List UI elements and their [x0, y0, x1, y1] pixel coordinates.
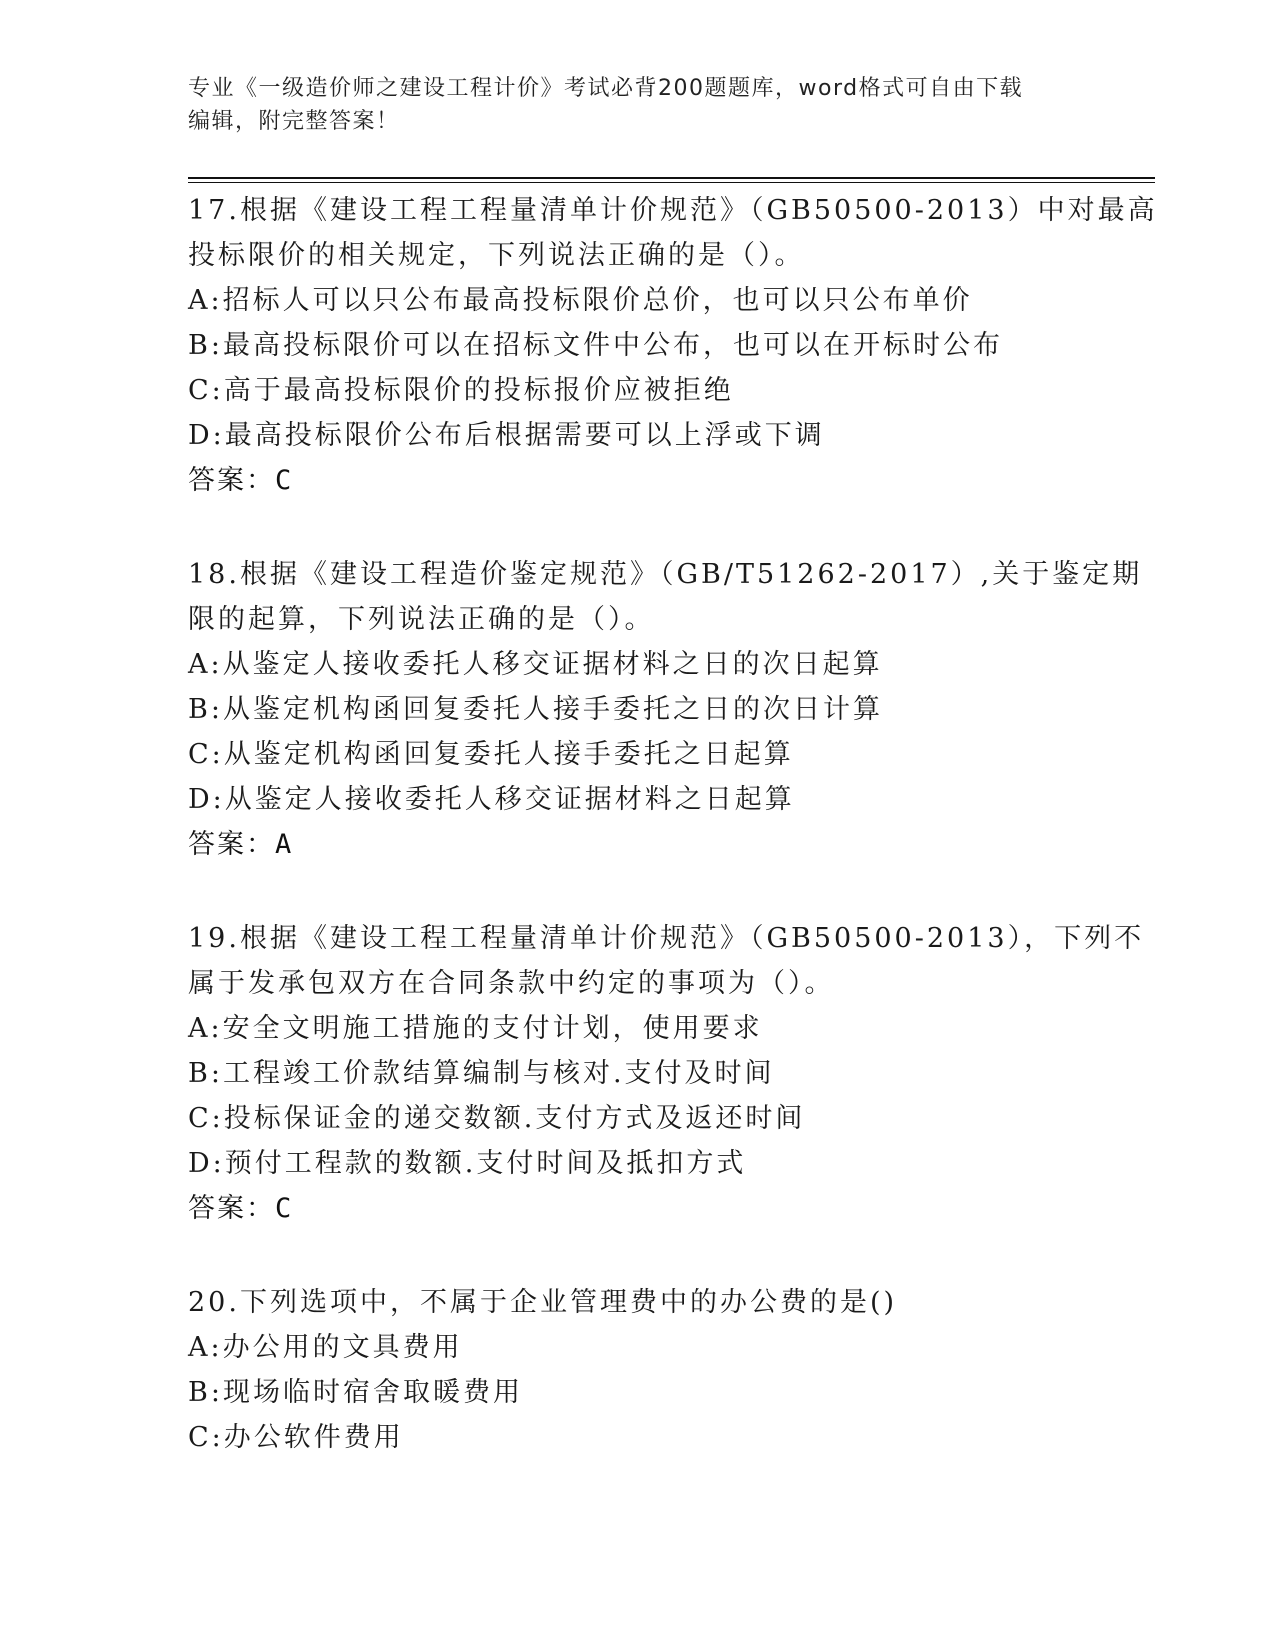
answer-label: 答案： [188, 829, 275, 860]
option-text: 最高投标限价公布后根据需要可以上浮或下调 [224, 420, 825, 451]
answer-line [188, 1186, 1088, 1231]
option-key: A: [188, 1332, 223, 1363]
answer-value: C [275, 1193, 294, 1224]
answer-label: 答案： [188, 465, 275, 496]
option-text: 办公用的文具费用 [222, 1332, 463, 1363]
option-d [188, 413, 1088, 458]
option-key: C: [188, 739, 224, 770]
option-key: B: [188, 694, 223, 725]
question-stem [188, 1280, 1088, 1325]
option-text: 投标保证金的递交数额.支付方式及返还时间 [223, 1103, 806, 1134]
option-key: A: [188, 649, 223, 680]
option-a [188, 1325, 1088, 1370]
option-key: C: [188, 1103, 224, 1134]
option-b [188, 1051, 1088, 1096]
answer-value: A [275, 829, 294, 860]
option-c [188, 368, 1088, 413]
option-key: A: [188, 1013, 223, 1044]
question-stem-line: 18.根据《建设工程造价鉴定规范》（GB/T51262-2017）,关于鉴定期 [188, 559, 1143, 590]
option-text: 预付工程款的数额.支付时间及抵扣方式 [224, 1148, 747, 1179]
header-line-2: 编辑，附完整答案！ [188, 109, 400, 134]
option-key: B: [188, 330, 223, 361]
question-stem-line: 17.根据《建设工程工程量清单计价规范》（GB50500-2013）中对最高 [188, 195, 1158, 226]
option-text: 招标人可以只公布最高投标限价总价，也可以只公布单价 [222, 285, 973, 316]
question-stem-line: 20.下列选项中，不属于企业管理费中的办公费的是() [188, 1287, 898, 1318]
question-stem [188, 552, 1143, 642]
option-key: C: [188, 375, 224, 406]
document-header [188, 72, 1088, 138]
header-divider-thick [188, 177, 1155, 179]
option-key: D: [188, 784, 225, 815]
option-text: 从鉴定机构函回复委托人接手委托之日的次日计算 [222, 694, 883, 725]
option-b [188, 687, 1088, 732]
answer-line [188, 458, 1088, 503]
answer-line [188, 822, 1088, 867]
question-19 [188, 916, 1145, 1231]
option-key: B: [188, 1377, 223, 1408]
question-stem [188, 188, 1158, 278]
option-text: 现场临时宿舍取暖费用 [222, 1377, 523, 1408]
option-key: D: [188, 1148, 225, 1179]
option-key: D: [188, 420, 225, 451]
option-d [188, 1141, 1088, 1186]
question-stem [188, 916, 1145, 1006]
option-b [188, 1370, 1088, 1415]
answer-value: C [275, 465, 294, 496]
option-a [188, 1006, 1088, 1051]
question-17 [188, 188, 1158, 503]
question-stem-line: 属于发承包双方在合同条款中约定的事项为（）。 [188, 968, 835, 999]
option-text: 从鉴定人接收委托人移交证据材料之日的次日起算 [222, 649, 883, 680]
option-c [188, 732, 1088, 777]
option-text: 从鉴定人接收委托人移交证据材料之日起算 [224, 784, 795, 815]
header-divider-thin [188, 182, 1155, 183]
option-key: C: [188, 1422, 224, 1453]
option-text: 工程竣工价款结算编制与核对.支付及时间 [222, 1058, 775, 1089]
option-text: 最高投标限价可以在招标文件中公布，也可以在开标时公布 [222, 330, 1003, 361]
question-stem-line: 限的起算，下列说法正确的是（）。 [188, 604, 655, 635]
question-20 [188, 1280, 1088, 1460]
option-a [188, 642, 1088, 687]
option-a [188, 278, 1088, 323]
option-key: A: [188, 285, 223, 316]
option-text: 办公软件费用 [223, 1422, 404, 1453]
option-c [188, 1096, 1088, 1141]
question-18 [188, 552, 1143, 867]
option-b [188, 323, 1088, 368]
question-stem-line: 投标限价的相关规定，下列说法正确的是（）。 [188, 240, 805, 271]
option-text: 高于最高投标限价的投标报价应被拒绝 [223, 375, 734, 406]
option-c [188, 1415, 1088, 1460]
header-line-1: 专业《一级造价师之建设工程计价》考试必背200题题库，word格式可自由下载 [188, 76, 1024, 101]
answer-label: 答案： [188, 1193, 275, 1224]
option-d [188, 777, 1088, 822]
option-key: B: [188, 1058, 223, 1089]
question-stem-line: 19.根据《建设工程工程量清单计价规范》（GB50500-2013），下列不 [188, 923, 1145, 954]
option-text: 安全文明施工措施的支付计划，使用要求 [222, 1013, 763, 1044]
option-text: 从鉴定机构函回复委托人接手委托之日起算 [223, 739, 794, 770]
